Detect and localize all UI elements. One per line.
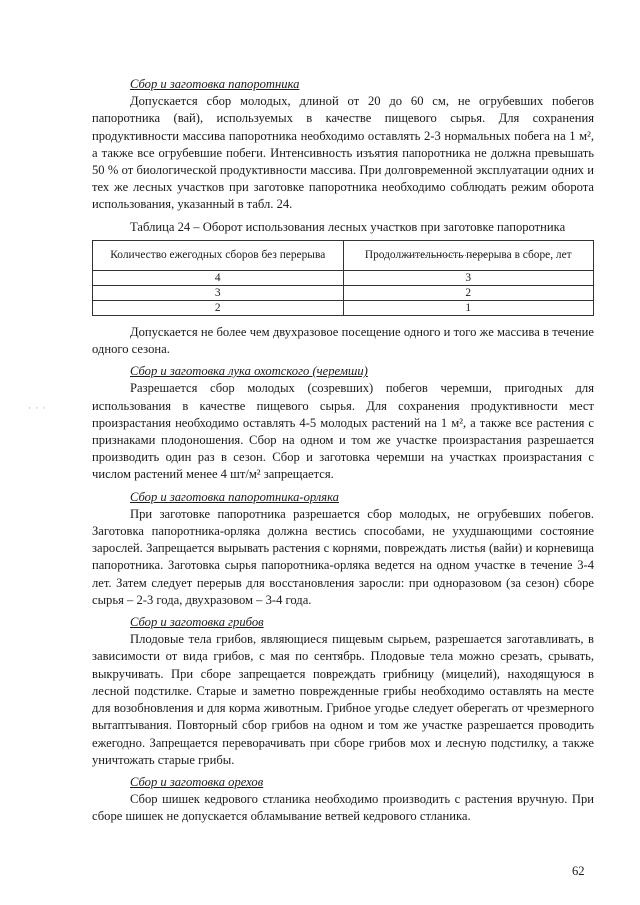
paragraph-nuts: Сбор шишек кедрового стланика необходимо производить с растения вручную. При сборе шишек не допускается обламывание ветвей кедрового стланика.: [92, 792, 594, 824]
paragraph-bracken: При заготовке папоротника разрешается сбор молодых, не огрубевших побегов. Заготовка папоротника-орляка должна вестись способами, не ухудшающими состояние зарослей. Запрещается вырывать растения с корнями, повреждать листья (вайи) и корневища папоротника. Заготовка сырья папоротника-орляка ведется на одном участке в течение 3-4 лет. Затем следует перерыв для восстановления заросли: при одноразовом (за сезон) сборе сырья – 2-3 года, двухразовом – 3-4 года.: [92, 506, 594, 607]
paragraph-onion: Разрешается сбор молодых (созревших) побегов черемши, пригодных для использования в качестве пищевого сырья. Для сохранения продуктивности мест произрастания необходимо оставлять 4-5 молодых растений на 1 м², а также все растения с признаками плодоношения. Сбор на одном и том же участке произрастания разрешается производить один раз в сезон. Сбор и заготовка черемши на участках произрастания с числом растений менее 4 шт/м² запрещается.: [92, 381, 594, 482]
table-cell-collections: 4: [93, 270, 344, 285]
table-cell-break: 3: [343, 270, 594, 285]
rotation-table: [92, 240, 594, 316]
table-caption: Таблица 24 – Оборот использования лесных участков при заготовке папоротника: [130, 219, 566, 234]
table-header-collections: Количество ежегодных сборов без перерыва: [93, 240, 344, 270]
page-number: 62: [572, 864, 585, 878]
scan-artifact-dots: · · ·: [28, 403, 47, 413]
section-heading-bracken: Сбор и заготовка папоротника-орляка: [130, 489, 339, 504]
section-heading-nuts: Сбор и заготовка орехов: [130, 774, 264, 789]
paragraph-mushrooms: Плодовые тела грибов, являющиеся пищевым сырьем, разрешается заготавливать, в зависимости от вида грибов, с мая по сентябрь. Плодовые тела можно срезать, срывать, выкручивать. При сборе запрещается повреждать грибницу (мицелий), находящуюся в лесной подстилке. Старые и заметно поврежденные грибы необходимо оставлять на месте для возобновления и для корма животным. Грибное угодье следует оберегать от чрезмерного вытаптывания. Повторный сбор грибов на одном и том же участке разрешается проводить ежегодно. Запрещается переворачивать при сборе грибов мох и лесную подстилку, а также уничтожать старые грибы.: [92, 632, 594, 767]
table-header-row: [93, 240, 594, 270]
table-header-break: Продолжительность перерыва в сборе, лет: [343, 240, 594, 270]
table-cell-collections: 2: [93, 300, 344, 315]
paragraph-after-table: Допускается не более чем двухразовое посещение одного и того же массива в течение одного сезона.: [92, 324, 594, 357]
table-row: [93, 285, 594, 300]
page-body: [92, 76, 594, 826]
section-heading-fern: Сбор и заготовка папоротника: [130, 77, 300, 91]
table-cell-collections: 3: [93, 285, 344, 300]
table-cell-break: 1: [343, 300, 594, 315]
table-row: [93, 270, 594, 285]
paragraph-fern: Допускается сбор молодых, длиной от 20 до 60 см, не огрубевших побегов папоротника (вай), используемых в качестве пищевого сырья. Для сохранения продуктивности массива папоротника необходимо оставлять 2-3 нормальных побега на 1 м², а также все огрубевшие побеги. Интенсивность изъятия папоротника не должна превышать 50 % от биологической продуктивности массива. При долговременной эксплуатации одних и тех же лесных участков при заготовке папоротника необходимо соблюдать режим оборота использования, указанный в табл. 24.: [92, 94, 594, 212]
table-row: [93, 300, 594, 315]
section-heading-mushrooms: Сбор и заготовка грибов: [130, 615, 264, 630]
table-cell-break: 2: [343, 285, 594, 300]
section-heading-onion: Сбор и заготовка лука охотского (черемши): [130, 364, 368, 379]
